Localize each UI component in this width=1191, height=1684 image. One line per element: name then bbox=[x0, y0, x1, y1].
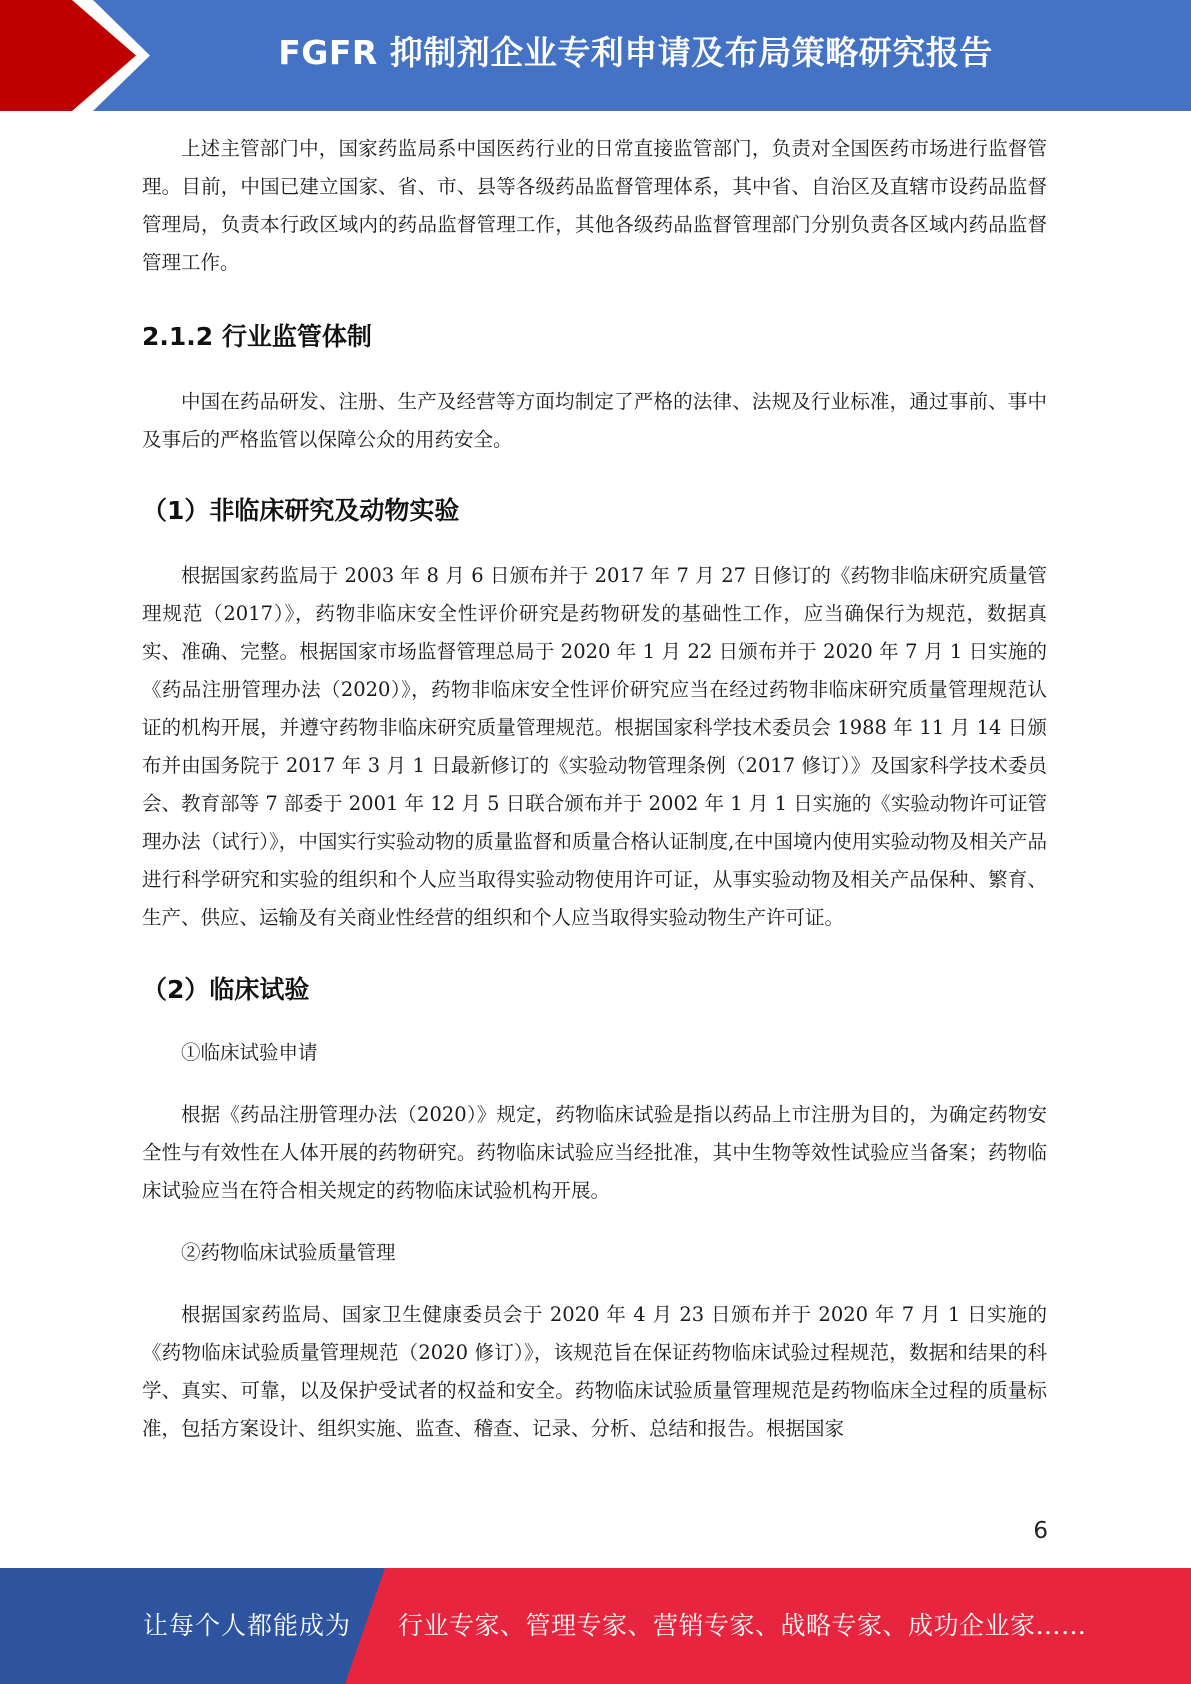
footer-slogan-left: 让每个人都能成为 bbox=[143, 1611, 352, 1640]
page-header bbox=[0, 0, 1191, 111]
nonclinical-research-paragraph: 根据国家药监局于 2003 年 8 月 6 日颁布并于 2017 年 7 月 27 日修订的《药物非临床研究质量管理规范（2017）》，药物非临床安全性评价研究是药物研发的基础性工作，应当确保行为规范，数据真实、准确、完整。根据国家市场监督管理总局于 2020 年 1 月 22 日颁布并于 2020 年 7 月 1 日实施的《药品注册管理办法（2020）》，药物非临床安全性评价研究应当在经过药物非临床研究质量管理规范认证的机构开展，并遵守药物非临床研究质量管理规范。根据国家科学技术委员会 1988 年 11 月 14 日颁布并由国务院于 2017 年 3 月 1 日最新修订的《实验动物管理条例（2017 修订）》及国家科学技术委员会、教育部等 7 部委于 2001 年 12 月 5 日联合颁布并于 2002 年 1 月 1 日实施的《实验动物许可证管理办法（试行）》，中国实行实验动物的质量监督和质量合格认证制度,在中国境内使用实验动物及相关产品进行科学研究和实验的组织和个人应当取得实验动物使用许可证，从事实验动物及相关产品保种、繁育、生产、供应、运输及有关商业性经营的组织和个人应当取得实验动物生产许可证。 bbox=[142, 564, 1047, 929]
subheading-nonclinical-research: （1）非临床研究及动物实验 bbox=[142, 496, 460, 525]
item-clinical-trial-application: ①临床试验申请 bbox=[181, 1041, 318, 1064]
footer-slogan-right: 行业专家、管理专家、营销专家、战略专家、成功企业家…… bbox=[398, 1611, 1087, 1640]
report-title: FGFR 抑制剂企业专利申请及布局策略研究报告 bbox=[278, 33, 993, 72]
page-footer bbox=[0, 1568, 1191, 1684]
header-red-chevron-decoration bbox=[0, 0, 136, 111]
page-number: 6 bbox=[1033, 1518, 1048, 1544]
subheading-clinical-trials: （2）临床试验 bbox=[142, 975, 310, 1004]
section-heading-2-1-2: 2.1.2 行业监管体制 bbox=[142, 322, 372, 351]
regulatory-system-paragraph: 中国在药品研发、注册、生产及经营等方面均制定了严格的法律、法规及行业标准，通过事前、事中及事后的严格监管以保障公众的用药安全。 bbox=[142, 390, 1047, 451]
clinical-trial-application-paragraph: 根据《药品注册管理办法（2020）》规定，药物临床试验是指以药品上市注册为目的，为确定药物安全性与有效性在人体开展的药物研究。药物临床试验应当经批准，其中生物等效性试验应当备案；药物临床试验应当在符合相关规定的药物临床试验机构开展。 bbox=[142, 1103, 1047, 1202]
item-clinical-trial-quality-management: ②药物临床试验质量管理 bbox=[181, 1241, 396, 1264]
intro-paragraph: 上述主管部门中，国家药监局系中国医药行业的日常直接监管部门，负责对全国医药市场进行监督管理。目前，中国已建立国家、省、市、县等各级药品监督管理体系，其中省、自治区及直辖市设药品监督管理局，负责本行政区域内的药品监督管理工作，其他各级药品监督管理部门分别负责各区域内药品监督管理工作。 bbox=[142, 137, 1047, 274]
document-body bbox=[142, 130, 1047, 1448]
clinical-trial-quality-paragraph: 根据国家药监局、国家卫生健康委员会于 2020 年 4 月 23 日颁布并于 2020 年 7 月 1 日实施的《药物临床试验质量管理规范（2020 修订）》，该规范旨在保证药物临床试验过程规范，数据和结果的科学、真实、可靠，以及保护受试者的权益和安全。药物临床试验质量管理规范是药物临床全过程的质量标准，包括方案设计、组织实施、监查、稽查、记录、分析、总结和报告。根据国家 bbox=[142, 1303, 1047, 1440]
